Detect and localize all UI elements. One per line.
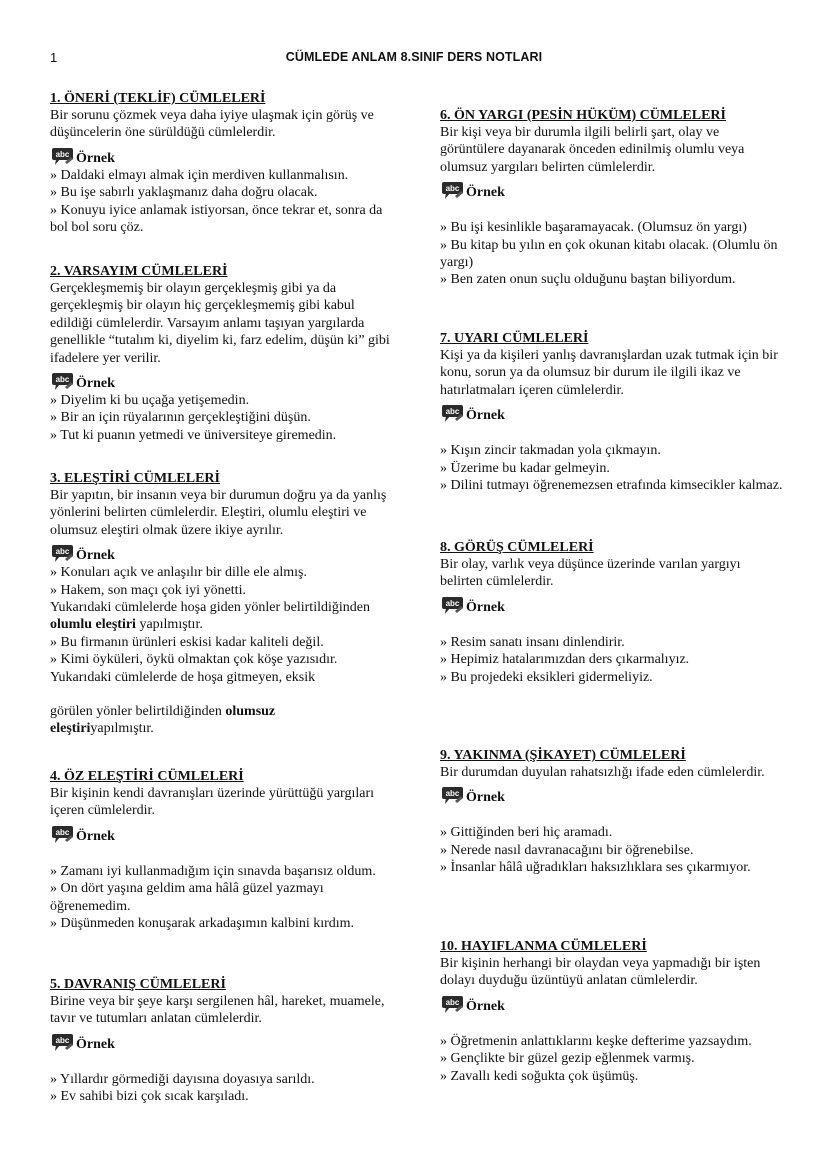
svg-text:abc: abc [55, 149, 70, 159]
abc-speech-icon [440, 596, 465, 616]
example-item: » Zamanı iyi kullanmadığım için sınavda başarısız oldum. [50, 863, 376, 879]
section-hayiflanma [440, 938, 785, 1085]
example-item: » Resim sanatı insanı dinlendirir. [440, 634, 625, 650]
section-title: 6. ÖN YARGI (PESİN HÜKÜM) CÜMLELERİ [440, 108, 726, 123]
example-label: Örnek [466, 790, 505, 806]
example-label: Örnek [466, 998, 505, 1014]
example-item: » Daldaki elmayı almak için merdiven kullanmalısın. [50, 167, 349, 183]
example-label: Örnek [76, 376, 115, 392]
svg-text:abc: abc [55, 547, 70, 557]
example-item: » Bu firmanın ürünleri eskisi kadar kaliteli değil. [50, 634, 324, 650]
section-definition: Gerçekleşmemiş bir olayın gerçekleşmiş gibi ya da gerçekleşmiş bir olayın hiç gerçekleşmemiş gibi kabul edildiği cümlelerdir. Varsayım anlamı taşıyan yargılarda genellikle “tutalım ki, diyelim ki, farz edelim, düşün ki” gibi ifadelere yer verilir. [50, 281, 390, 366]
example-label: Örnek [76, 150, 115, 166]
section-title: 3. ELEŞTİRİ CÜMLELERİ [50, 471, 220, 486]
section-varsayim [50, 263, 395, 444]
example-label: Örnek [466, 185, 505, 201]
example-item: » Gittiğinden beri hiç aramadı. [440, 825, 613, 841]
svg-text:abc: abc [445, 997, 460, 1007]
section-definition: Bir kişi veya bir durumla ilgili belirli şart, olay ve görüntülere dayanarak önceden edinilmiş olumlu veya olumsuz yargıları belirten cümlelerdir. [440, 125, 745, 175]
example-heading [440, 594, 785, 616]
example-heading [440, 402, 785, 424]
page-number: 1 [50, 50, 58, 65]
svg-text:abc: abc [445, 407, 460, 417]
example-item: » Gençlikte bir güzel gezip eğlenmek varmış. [440, 1051, 695, 1067]
example-item: » Dilini tutmayı öğrenemezsen etrafında kimsecikler kalmaz. [440, 478, 783, 494]
svg-text:abc: abc [445, 789, 460, 799]
example-item: » Bir an için rüyalarının gerçekleştiğini düşün. [50, 410, 311, 426]
svg-text:abc: abc [445, 184, 460, 194]
example-item: » Kışın zincir takmadan yola çıkmayın. [440, 443, 661, 459]
example-item: » Ev sahibi bizi çok sıcak karşıladı. [50, 1089, 249, 1105]
example-item: » Bu işe sabırlı yaklaşmanız daha doğru olacak. [50, 185, 318, 201]
section-definition: Birine veya bir şeye karşı sergilenen hâl, hareket, muamele, tavır ve tutumları anlatan cümlelerdir. [50, 994, 385, 1027]
section-davranis [50, 976, 395, 1106]
section-title: 8. GÖRÜŞ CÜMLELERİ [440, 540, 594, 555]
example-heading [50, 1031, 395, 1053]
section-definition: Bir sorunu çözmek veya daha iyiye ulaşmak için görüş ve düşüncelerin öne sürüldüğü cümlelerdir. [50, 108, 374, 141]
abc-speech-icon [440, 404, 465, 424]
section-oz-elestiri [50, 768, 395, 932]
section-title: 5. DAVRANIŞ CÜMLELERİ [50, 977, 226, 992]
section-definition: Kişi ya da kişileri yanlış davranışlardan uzak tutmak için bir konu, sorun ya da olumsuz bir durum ile ilgili ikaz ve hatırlatmaları içeren cümlelerdir. [440, 348, 778, 398]
section-definition: Bir durumdan duyulan rahatsızlığı ifade eden cümlelerdir. [440, 765, 765, 780]
svg-text:abc: abc [55, 827, 70, 837]
section-title: 10. HAYIFLANMA CÜMLELERİ [440, 939, 647, 954]
example-heading [50, 542, 395, 564]
example-item: » Bu kitap bu yılın en çok okunan kitabı olacak. (Olumlu ön yargı) [440, 237, 778, 271]
example-item: » Kimi öyküleri, öykü olmaktan çok köşe yazısıdır. [50, 652, 338, 668]
section-definition: Bir olay, varlık veya düşünce üzerinde varılan yargıyı belirten cümlelerdir. [440, 557, 741, 590]
example-heading [440, 993, 785, 1015]
section-title: 1. ÖNERİ (TEKLİF) CÜMLELERİ [50, 91, 266, 106]
section-oneri [50, 90, 395, 236]
document-title: CÜMLEDE ANLAM 8.SINIF DERS NOTLARI [285, 50, 543, 64]
abc-speech-icon [50, 1033, 75, 1053]
abc-speech-icon [50, 544, 75, 564]
note-negative-line: Yukarıdaki cümlelerde de hoşa gitmeyen, eksik [50, 669, 316, 685]
abc-speech-icon [50, 372, 75, 392]
example-label: Örnek [466, 599, 505, 615]
section-on-yargi [440, 107, 785, 289]
section-title: 4. ÖZ ELEŞTİRİ CÜMLELERİ [50, 769, 244, 784]
section-elestiri [50, 470, 395, 738]
example-item: » Konuları açık ve anlaşılır bir dille ele almış. [50, 565, 307, 581]
section-definition: Bir yapıtın, bir insanın veya bir durumun doğru ya da yanlış yönlerini belirten cümlelerdir. Eleştiri, olumlu eleştiri ve olumsuz eleştiri olmak üzere ikiye ayrılır. [50, 488, 387, 538]
abc-speech-icon [440, 181, 465, 201]
example-label: Örnek [76, 1036, 115, 1052]
abc-speech-icon [50, 825, 75, 845]
svg-text:abc: abc [55, 375, 70, 385]
section-yakinma [440, 747, 785, 877]
section-title: 9. YAKINMA (ŞİKAYET) CÜMLELERİ [440, 748, 686, 763]
example-item: » Konuyu iyice anlamak istiyorsan, önce tekrar et, sonra da bol bol soru çöz. [50, 202, 383, 236]
section-gorus [440, 539, 785, 686]
example-label: Örnek [76, 828, 115, 844]
section-definition: Bir kişinin herhangi bir olaydan veya yapmadığı bir işten dolayı duyduğu üzüntüyü anlatan cümlelerdir. [440, 956, 761, 989]
example-heading [440, 784, 785, 806]
example-item: » Tut ki puanın yetmedi ve üniversiteye giremedin. [50, 427, 337, 443]
example-item: » Diyelim ki bu uçağa yetişemedin. [50, 393, 250, 409]
example-label: Örnek [76, 548, 115, 564]
section-title: 7. UYARI CÜMLELERİ [440, 331, 589, 346]
example-item: » Ben zaten onun suçlu olduğunu baştan biliyordum. [440, 272, 736, 288]
svg-text:abc: abc [55, 1035, 70, 1045]
svg-text:abc: abc [445, 598, 460, 608]
example-item: » Nerede nasıl davranacağını bir öğrenebilse. [440, 842, 694, 858]
section-uyari [440, 330, 785, 494]
example-heading [440, 179, 785, 201]
example-item: » Öğretmenin anlattıklarını keşke defterime yazsaydım. [440, 1033, 752, 1049]
example-item: » Düşünmeden konuşarak arkadaşımın kalbini kırdım. [50, 916, 355, 932]
abc-speech-icon [50, 147, 75, 167]
example-heading [50, 370, 395, 392]
example-item: » Hakem, son maçı çok iyi yönetti. [50, 582, 246, 598]
example-item: » Hepimiz hatalarımızdan ders çıkarmalıyız. [440, 652, 690, 668]
example-item: » Zavallı kedi soğukta çok üşümüş. [440, 1068, 639, 1084]
example-heading [50, 145, 395, 167]
example-item: » Bu projedeki eksikleri gidermeliyiz. [440, 669, 653, 685]
note-positive: Yukarıdaki cümlelerde hoşa giden yönler belirtildiğinden olumlu eleştiri yapılmıştır. [50, 600, 370, 633]
example-item: » Yıllardır görmediği dayısına doyasıya sarıldı. [50, 1071, 315, 1087]
example-heading [50, 823, 395, 845]
example-item: » On dört yaşına geldim ama hâlâ güzel yazmayı öğrenemedim. [50, 881, 324, 914]
example-item: » İnsanlar hâlâ uğradıkları haksızlıklara ses çıkarmıyor. [440, 860, 751, 876]
section-definition: Bir kişinin kendi davranışları üzerinde yürüttüğü yargıları içeren cümlelerdir. [50, 786, 374, 819]
example-item: » Üzerime bu kadar gelmeyin. [440, 460, 610, 476]
abc-speech-icon [440, 786, 465, 806]
example-label: Örnek [466, 408, 505, 424]
note-negative: görülen yönler belirtildiğinden olumsuz eleştiriyapılmıştır. [50, 704, 276, 737]
section-title: 2. VARSAYIM CÜMLELERİ [50, 264, 228, 279]
example-item: » Bu işi kesinlikle başaramayacak. (Olumsuz ön yargı) [440, 220, 747, 236]
abc-speech-icon [440, 995, 465, 1015]
